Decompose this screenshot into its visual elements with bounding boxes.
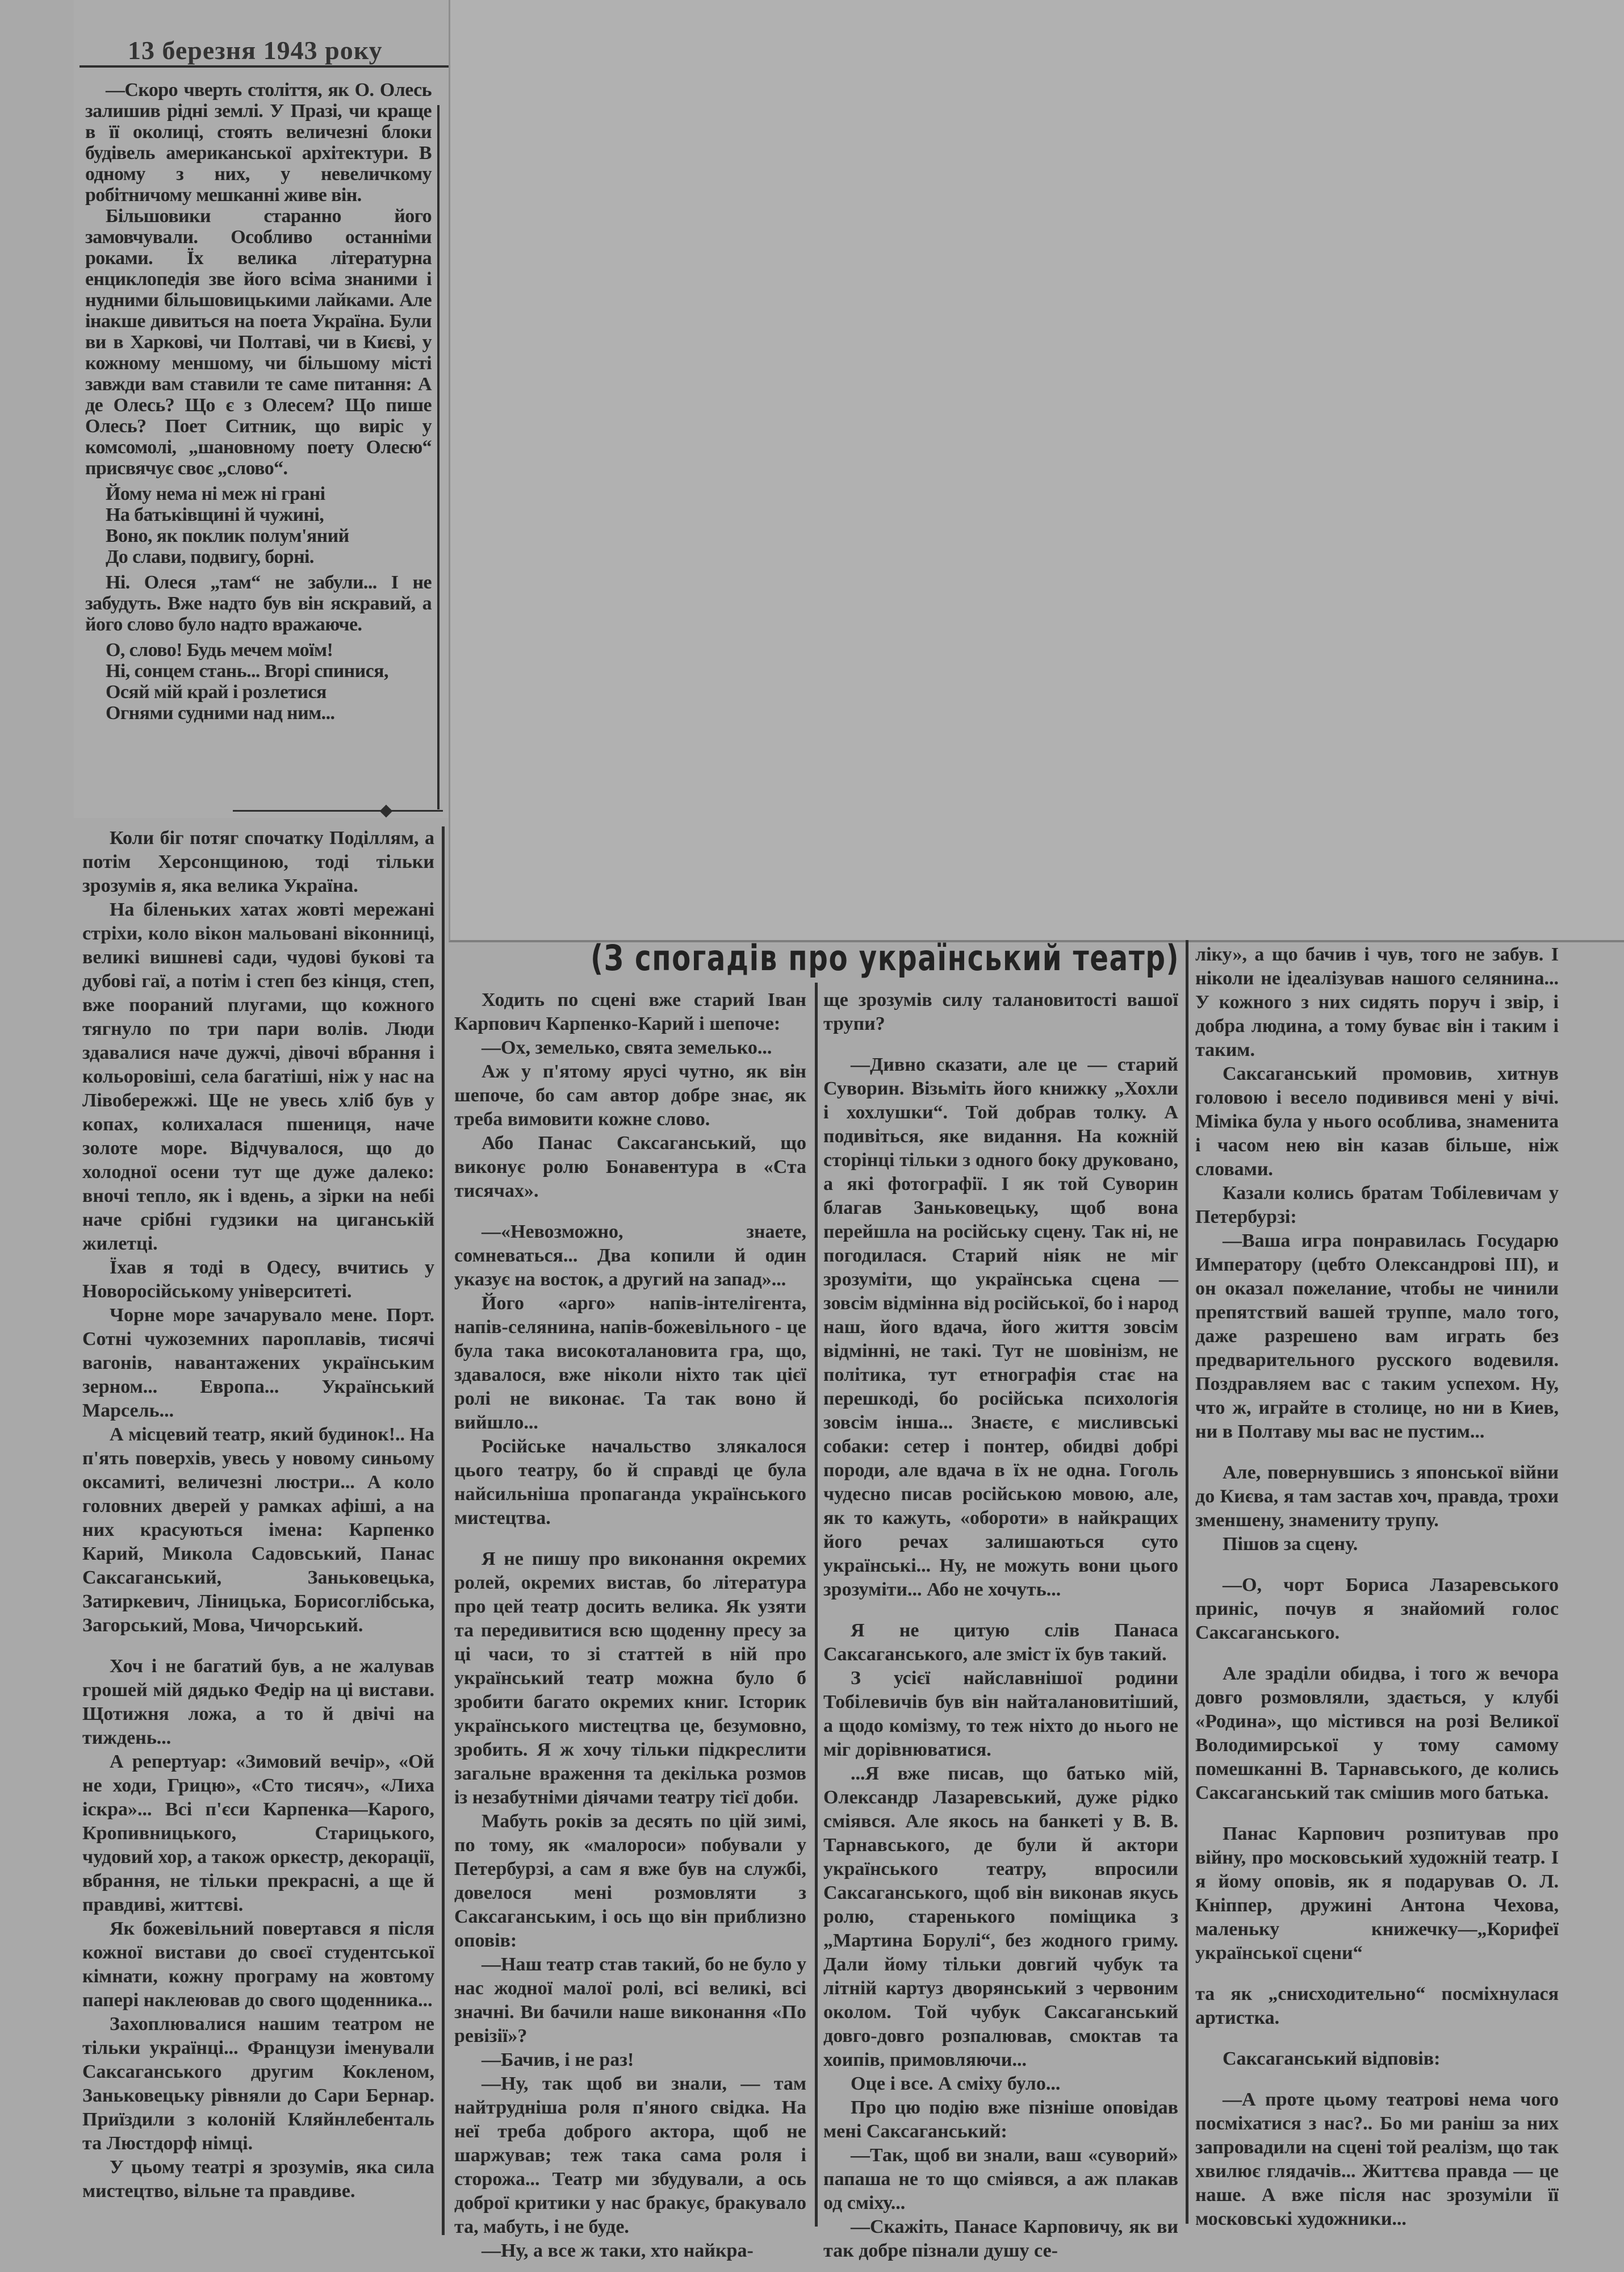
paragraph: —Ох, земелько, свята земелько... xyxy=(482,1037,772,1058)
paragraph: —Ваша игра понравилась Государю Императору (цебто Олександрові III), и он оказал пожелание, чтобы не чинили препятствий вашей труппе, мало того, даже разрешено вам играть без предварительного русского водевиля. Поздравляем вас с таким успехом. Ну, что ж, играйте в столице, но ни в Киев, ни в Полтаву мы вас не пустим... xyxy=(1195,1230,1559,1442)
paragraph: Я не пишу про виконання окремих ролей, окремих вистав, бо література про цей театр досить велика. Як узяти та передивитися всю щоденну пресу за ці часи, то зі статтей в ній про український театр можна було б зробити багато окремих книг. Історик українського мистецтва це, безумовно, зробить. Я ж хочу тільки підкреслити загальне враження та декілька розмов із незабутніми діячами театру тієї доби. xyxy=(454,1548,806,1808)
article-column-1 xyxy=(82,826,434,2203)
paragraph: Саксаганський відповів: xyxy=(1223,2048,1441,2069)
paragraph: Пішов за сцену. xyxy=(1223,1534,1358,1555)
paragraph: А репертуар: «Зимовий вечір», «Ой не ходи, Грицю», «Сто тисяч», «Лиха іскра»... Всі п'єси Карпенка—Карого, Кропивницького, Старицького, чудовий хор, а також оркестр, декорації, вбрання, не тільки прекрасні, а ще й правдиві, життєві. xyxy=(82,1751,434,1915)
column-rule xyxy=(437,105,440,809)
paragraph: Ходить по сцені вже старий Іван Карпович Карпенко-Карий і шепоче: xyxy=(454,989,806,1034)
paragraph: ...Я вже писав, що батько мій, Олександр Лазаревський, дуже рідко сміявся. Але якось на банкеті у В. В. Тарнавського, де були й актори українського театру, впросили Саксаганського, щоб він виконав якусь ролю, старенького поміщика з „Мартина Борулі“, без жодного гриму. Дали йому тільки довгий чубук та літній картуз дворянський з червоним околом. Той чубук Саксаганський довго-довго розпалював, смоктав та хоипів, примовляючи... xyxy=(823,1763,1178,2070)
poem-line: Ні, сонцем стань... Вгорі спинися, xyxy=(106,661,388,682)
paragraph: Його «арго» напів-інтелігента, напів-селянина, напів-божевільного - це була така високоталановита гра, що, здавалося, вже ніколи ніхто так цієї ролі не виконає. Та так воно й вийшло... xyxy=(454,1293,806,1433)
paragraph: —«Невозможно, знаете, сомневаться... Два копили й один указує на восток, а другий на запад»... xyxy=(454,1221,806,1290)
paragraph: —Ну, так щоб ви знали, — там найтрудніша роля п'яного свідка. На неї треба доброго актора, щоб не шаржував; теж така сама роля і сторожа... Театр ми збудували, а ось доброї критики у нас бракує, бракувало та, мабуть, і не буде. xyxy=(454,2073,806,2237)
poem-line: Осяй мій край і розлетися xyxy=(106,682,327,703)
poem-stanza xyxy=(106,483,432,567)
paragraph: У цьому театрі я зрозумів, яка сила мистецтво, вільне та правдиве. xyxy=(82,2157,434,2202)
paragraph: Захоплювалися нашим театром не тільки українці... Французи іменували Саксаганського другим Кокленом, Заньковецьку рівняли до Сари Бернар. Приїздили з колоній Кляйнлебенталь та Люстдорф німці. xyxy=(82,2014,434,2154)
paragraph: —О, чорт Бориса Лазаревського приніс, почув я знайомий голос Саксаганського. xyxy=(1195,1574,1559,1643)
paragraph: —Скажіть, Панасе Карповичу, як ви так добре пізнали душу се- xyxy=(823,2216,1178,2261)
column-rule xyxy=(1186,940,1188,2224)
poem-line: До слави, подвигу, борні. xyxy=(106,546,314,567)
paragraph: Як божевільний повертався я після кожної вистави до своєї студентської кімнати, кожну програму на жовтому папері наклеював до свого щоденника... xyxy=(82,1918,434,2011)
poem-line: О, слово! Будь мечем моїм! xyxy=(106,640,333,661)
blank-paper-area xyxy=(449,0,1624,942)
article-column-3 xyxy=(823,988,1178,2263)
paragraph: Але, повернувшись з японської війни до Києва, я там застав хоч, правда, трохи зменшену, знамениту трупу. xyxy=(1195,1462,1559,1531)
paragraph: ще зрозумів силу талановитості вашої трупи? xyxy=(823,989,1178,1034)
paragraph: З усієї найславнішої родини Тобілевичів був він найталановитіший, а щодо комізму, то теж ніхто до нього не міг дорівнюватися. xyxy=(823,1668,1178,1760)
paragraph: Казали колись братам Тобілевичам у Петербурзі: xyxy=(1195,1183,1559,1227)
paragraph: Оце і все. А сміху було... xyxy=(851,2073,1061,2094)
paragraph: Більшовики старанно його замовчували. Особливо останніми роками. Їх велика літературна енциклопедія зве його всіма знаними і нудними більшовицькими лайками. Але інакше дивиться на поета Україна. Були ви в Харкові, чи Полтаві, чи в Києві, у кожному меншому, чи більшому місті завжди вам ставили те саме питання: А де Олесь? Що є з Олесем? Що пише Олесь? Поет Ситник, що виріс у комсомолі, „шановному поету Олесю“ присвячує своє „слово“. xyxy=(85,206,432,479)
paragraph: Чорне море зачарувало мене. Порт. Сотні чужоземних пароплавів, тисячі вагонів, навантажених українським зерном... Европа... Український Марсель... xyxy=(82,1305,434,1421)
paragraph: Мабуть років за десять по цій зимі, по тому, як «малороси» побували у Петербурзі, а сам я вже був на службі, довелося мені розмовляти з Саксаганським, і ось що він приблизно оповів: xyxy=(454,1811,806,1951)
poem-stanza xyxy=(106,640,432,724)
paragraph: Про цю подію вже пізніше оповідав мені Саксаганський: xyxy=(823,2097,1178,2142)
column-rule xyxy=(815,983,818,2227)
paragraph: Саксаганський промовив, хитнув головою і весело подивився мені у вічі. Міміка була у нього особлива, знаменита і часом нею він казав більше, ніж словами. xyxy=(1195,1063,1559,1180)
section-divider xyxy=(233,810,443,812)
paragraph: —Наш театр став такий, бо не було у нас жодної малої ролі, всі великі, всі значні. Ви бачили наше виконання «По ревізії»? xyxy=(454,1954,806,2047)
poem-line: На батьківщині й чужині, xyxy=(106,504,324,525)
paragraph: Або Панас Саксаганський, що виконує ролю Бонавентура в «Ста тисячах». xyxy=(454,1133,806,1201)
paragraph: Аж у п'ятому ярусі чутно, як він шепоче, бо сам автор добре знає, як треба вимовити кожне слово. xyxy=(454,1061,806,1130)
paragraph: —Бачив, і не раз! xyxy=(482,2049,634,2070)
paragraph: Але зраділи обидва, і того ж вечора довго розмовляли, здається, у клубі «Родина», що містився на розі Великої Володимирської у тому самому помешканні В. Тарнавського, де колись Саксаганський так смішив мого батька. xyxy=(1195,1663,1559,1803)
paragraph: —А проте цьому театрові нема чого посміхатися з нас?.. Бо ми раніш за них запровадили на сцені той реалізм, що так хвилює глядачів... Життєва правда — це наше. А вже після нас зрозуміли її московські художники... xyxy=(1195,2089,1559,2229)
paragraph: —Так, щоб ви знали, ваш «суворий» папаша не то що сміявся, а аж плакав од сміху... xyxy=(823,2145,1178,2213)
paragraph: Російське начальство злякалося цього театру, бо й справді це була найсильніша пропаганда українського мистецтва. xyxy=(454,1436,806,1528)
column-rule xyxy=(442,826,445,2235)
paragraph: —Скоро чверть століття, як О. Олесь залишив рідні землі. У Празі, чи краще в її околиці, стоять величезні блоки будівель американської архітектури. В одному з них, у невеличкому робітничому мешканні живе він. xyxy=(85,80,432,206)
paragraph: Панас Карпович розпитував про війну, про московський художній театр. І я йому оповів, як я подарував О. Л. Кніппер, дружині Антона Чехова, маленьку книжечку—„Корифеї української сцени“ xyxy=(1195,1823,1559,1964)
paragraph: —Дивно сказати, але це — старий Суворин. Візьміть його книжку „Хохли і хохлушки“. Той добрав толку. А подивіться, яке видання. На кожній сторінці тільки з одного боку друковано, а які фотографії. І як той Суворин благав Заньковецьку, щоб вона перейшла на російську сцену. Так ні, не погодилася. Старий ніяк не міг зрозуміти, що українська сцена — зовсім відмінна від російської, бо і народ наш, його вдача, його життя зовсім відмінні, не такі. Тут не шовінізм, не політика, тут етнографія стає на перешкоді, бо російська психологія зовсім інша... Знаєте, є мисливські собаки: сетер і понтер, обидві добрі породи, але вдача в їх не одна. Гоголь чудесно писав російською мовою, але, як то кажуть, «обороти» в найкращих його речах залишаються суто українські... Ну, не можуть вони цього зрозуміти... Або не хочуть... xyxy=(823,1054,1178,1600)
poem-line: Йому нема ні меж ні грані xyxy=(106,483,325,504)
paragraph: та як „снисходительно“ посміхнулася артистка. xyxy=(1195,1983,1559,2028)
paragraph: ліку», а що бачив і чув, того не забув. І ніколи не ідеалізував нашого селянина... У кожного з них сидять поруч і звір, і добра людина, а тому буває він і таким і таким. xyxy=(1195,944,1559,1060)
paragraph: На біленьких хатах жовті мережані стріхи, коло вікон мальовані віконниці, великі вишневі сади, чудові букові та дубові гаї, а потім і степ без кінця, степ, вже пооpаний плугами, що кожного тягнуло по три пари волів. Люди здавалися наче дужчі, дівочі вбрання і кольоровіші, села багатіші, ніж у нас на Лівобережжі. Ще не увесь хліб був у копах, колихалася пшениця, наче золоте море. Відчувалося, що до холодної осени тут ще дуже далеко: вночі тепло, як і вдень, а зірки на небі наче срібні гудзики на циганській жилетці. xyxy=(82,899,434,1254)
paragraph: Хоч і не багатий був, а не жалував грошей мій дядько Федір на ці вистави. Щотижня ложа, а то й двічі на тиждень... xyxy=(82,1656,434,1748)
issue-date: 13 березня 1943 року xyxy=(128,36,383,65)
paragraph: Коли біг потяг спочатку Поділлям, а потім Херсонщиною, тоді тільки зрозумів я, яка велика Україна. xyxy=(82,828,434,896)
article-column-2 xyxy=(454,988,806,2263)
header-rule xyxy=(79,65,449,68)
article-headline: (З спогадів про український театр) xyxy=(591,937,1180,979)
paragraph: —Ну, а все ж таки, хто найкра- xyxy=(482,2240,754,2261)
paragraph: Їхав я тоді в Одесу, вчитись у Новоросійському університеті. xyxy=(82,1257,434,1302)
article-olesj xyxy=(85,80,432,728)
article-column-4 xyxy=(1195,943,1559,2231)
paragraph: А місцевий театр, який будинок!.. На п'ять поверхів, увесь у новому синьому оксамиті, величезні люстри... А коло головних дверей у рамках афіші, а на них красуються імена: Карпенко Карий, Микола Садовський, Панас Саксаганський, Заньковецька, Затиркевич, Ліницька, Борисоглібська, Загорський, Мова, Чичорський. xyxy=(82,1424,434,1636)
poem-line: Воно, як поклик полум'яний xyxy=(106,525,349,546)
poem-line: Огнями судними над ним... xyxy=(106,703,335,724)
paragraph: Я не цитую слів Панаса Саксаганського, але зміст їх був такий. xyxy=(823,1620,1178,1665)
paragraph: Ні. Олеся „там“ не забули... І не забудуть. Вже надто був він яскравий, а його слово було надто вражаюче. xyxy=(85,572,432,635)
